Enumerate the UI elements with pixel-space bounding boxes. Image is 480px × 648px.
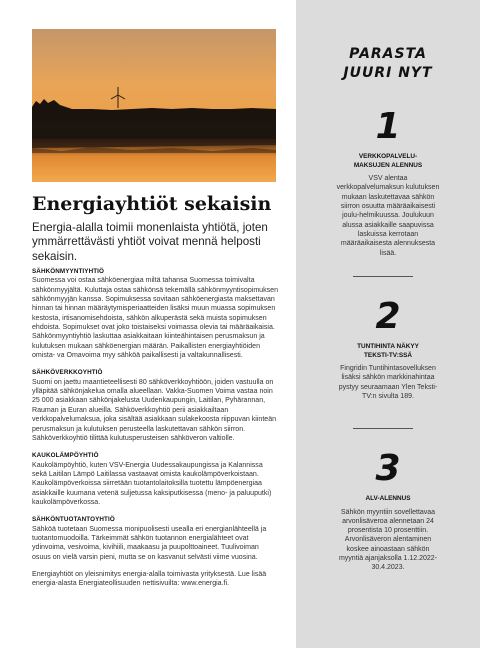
tip-number: 1 <box>375 106 401 147</box>
sidebar-title <box>296 45 480 83</box>
section-text: Sähköä tuotetaan Suomessa monipuolisesti usealla eri energianlähteellä ja tuotantomuodoilla. Tärkeimmät sähkön tuotannon energialähteet ovat ydinvoima, vesivoima, kivihiili, maakaasu ja puupolttoaineet. Tuulivoiman osuus on vielä varsin pieni, mutta se on kasvanut selvästi viime vuosina. <box>32 525 267 561</box>
tip-heading-line1: TUNTIHINTA NÄKYY <box>357 343 419 350</box>
article-body <box>32 267 278 589</box>
section-heading: SÄHKÖVERKKOYHTIÖ <box>32 369 103 377</box>
section-verkkoyhtio <box>32 368 278 443</box>
tip-text: VSV alentaa verkkopalvelumaksun kulutuksen mukaan laskutettavaa sähkön siirron osuutta määräaikaisesti joulu-helmikuussa. Joulukuun alussa asiakkaille saapuvissa laskuissa kerrotaan määräaikaisesta alennuksesta lisää. <box>336 175 440 257</box>
section-kaukolampoyhtio <box>32 451 278 507</box>
tip-number: 3 <box>375 448 401 489</box>
section-myyntiyhtio <box>32 267 278 360</box>
section-heading: SÄHKÖNMYYNTIYHTIÖ <box>32 268 105 275</box>
closing-text: Energiayhtiöt on yleisnimitys energia-alalla toimivasta yrityksestä. Lue lisää energia-alasta Energiateollisuuden nettisivuilta: www.energia.fi. <box>32 570 267 588</box>
sunset-lake-photo <box>32 29 276 182</box>
tip-number: 2 <box>375 296 401 337</box>
tip-3 <box>296 449 480 573</box>
tip-heading <box>296 153 480 170</box>
sidebar-panel <box>296 0 480 648</box>
tip-heading <box>296 495 480 504</box>
section-text: Suomi on jaettu maantieteellisesti 80 sähköverkkoyhtiöön, joiden vastuulla on ylläpitää sähkönjakelua omalla alueellaan. Vakka-Suomen Voima vastaa noin 25 000 asiakkaan sähkönjakelusta Uudenkaupungin, Laitilan, Pyhärannan, Rauman ja Euran alueilla. Sähköverkkoyhtiö perii asiakkailtaan verkkopalvelumaksua, joka sisältää asiakkaan sulakekoosta riippuvan kiinteän perusmaksun ja kulutuksen perusteella laskutettavan sähkön siirron. Sähköverkkoyhtiö tilittää kulutusperusteisen sähköveron valtiolle. <box>32 378 277 442</box>
section-text: Kaukolämpöyhtiö, kuten VSV-Energia Uudessakaupungissa ja Kalannissa sekä Laitilan Lämpö Laitilassa vastaavat omista kaukolämpöverkoistaan. Kaukolämpöverkoissa siirretään tuotantolaitoksilla tuotettu lämpöenergiaa asiakkaille kuumana vetenä suljetussa kaksiputkisessa (meno- ja paluuputki) kaukolämpöverkossa. <box>32 461 272 506</box>
article-title: Energiayhtiöt sekaisin <box>32 193 272 215</box>
divider <box>353 428 413 429</box>
tip-heading-line2: TEKSTI-TV:SSÄ <box>364 351 412 359</box>
tip-heading-line1: ALV-ALENNUS <box>365 495 411 502</box>
section-text: Suomessa voi ostaa sähköenergiaa miltä tahansa Suomessa toimivalta sähkönmyyjältä. Kuluttaja ostaa sähkönsä tekemällä sähkönmyyntisopimuksen sähkönmyyjän kanssa. Sopimuksessa sovitaan sähköenergiasta maksettavan hinnan tai hinnan määräytymisperiaatteiden lisäksi muun muassa sopimuksen kestosta, irtisanomisehdoista, sähkön alkuperästä sekä muista sopimuksen ehdoista. Sopimukset ovat joko toistaiseksi voimassa olevia tai määräaikaisia. Sähkönmyyntiyhtiö laskuttaa asiakkaitaan kiinteähintaisen perusmaksun ja kulutuksen mukaan sähköenergian määrän. Paikallisten energiayhtiöiden omista- va Omavoima myy sähköä paikallisesti ja valtakunnallisesti. <box>32 277 278 360</box>
section-heading: SÄHKÖNTUOTANTOYHTIÖ <box>32 516 115 524</box>
tip-1 <box>296 107 480 258</box>
tip-text: Sähkön myyntiin sovellettavaa arvonlisäveroa alennetaan 24 prosentista 10 prosenttiin. Arvonlisäveron alentaminen koskee ainoastaan sähkön myyntiä ajanjaksolla 1.12.2022-30.4.2023. <box>338 508 438 572</box>
tip-heading-line1: VERKKOPALVELU- <box>358 153 418 160</box>
sidebar-title-line1: PARASTA <box>349 46 427 62</box>
tip-heading <box>296 343 480 360</box>
sunset-lake-image <box>32 29 276 182</box>
divider <box>353 276 413 277</box>
tip-heading-line2: MAKSUJEN ALENNUS <box>353 161 423 169</box>
tip-2 <box>296 297 480 401</box>
section-heading: KAUKOLÄMPÖYHTIÖ <box>32 452 99 460</box>
tip-text: Fingridin Tuntihintasovelluksen lisäksi sähkön markkinahintaa pystyy seuraamaan Ylen Teksti-TV:n sivulta 189. <box>338 365 438 401</box>
section-tuotantoyhtio <box>32 515 278 562</box>
article-lead: Energia-alalla toimii monenlaista yhtiötä, joten ymmärrettävästi yhtiöt voivat mennä helposti sekaisin. <box>32 221 268 263</box>
sidebar-title-line2: JUURI NYT <box>343 65 433 81</box>
